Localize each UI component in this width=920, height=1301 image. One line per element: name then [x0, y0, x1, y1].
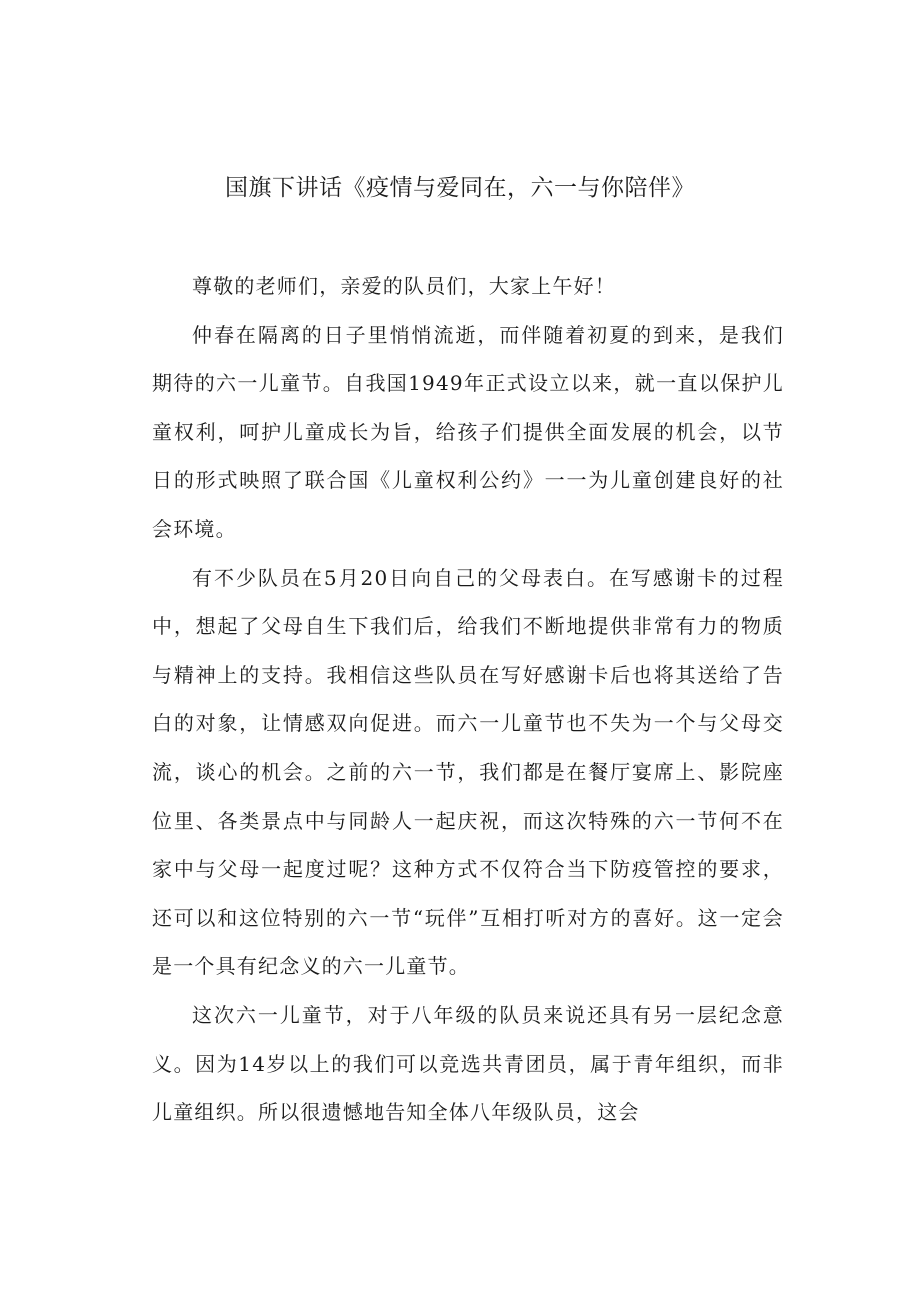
document-title: 国旗下讲话《疫情与爱同在，六一与你陪伴》 [225, 175, 695, 201]
paragraph-childrens-day-history: 仲春在隔离的日子里悄悄流逝，而伴随着初夏的到来，是我们期待的六一儿童节。自我国1949年正式设立以来，就一直以保护儿童权利，呵护儿童成长为旨，给孩子们提供全面发展的机会，以节日的形式映照了联合国《儿童权利公约》一一为儿童创建良好的社会环境。 [152, 322, 784, 541]
document-body [152, 262, 784, 1137]
paragraph-parents-gratitude: 有不少队员在5月20日向自己的父母表白。在写感谢卡的过程中，想起了父母自生下我们后，给我们不断地提供非常有力的物质与精神上的支持。我相信这些队员在写好感谢卡后也将其送给了告白的对象，让情感双向促进。而六一儿童节也不失为一个与父母交流，谈心的机会。之前的六一节，我们都是在餐厅宴席上、影院座位里、各类景点中与同龄人一起庆祝，而这次特殊的六一节何不在家中与父母一起度过呢？这种方式不仅符合当下防疫管控的要求，还可以和这位特别的六一节“玩伴”互相打听对方的喜好。这一定会是一个具有纪念义的六一儿童节。 [152, 565, 784, 979]
paragraph-grade-eight: 这次六一儿童节，对于八年级的队员来说还具有另一层纪念意义。因为14岁以上的我们可以竞选共青团员，属于青年组织，而非儿童组织。所以很遗憾地告知全体八年级队员，这会 [152, 1002, 784, 1125]
paragraph-greeting: 尊敬的老师们，亲爱的队员们，大家上午好！ [192, 274, 616, 298]
